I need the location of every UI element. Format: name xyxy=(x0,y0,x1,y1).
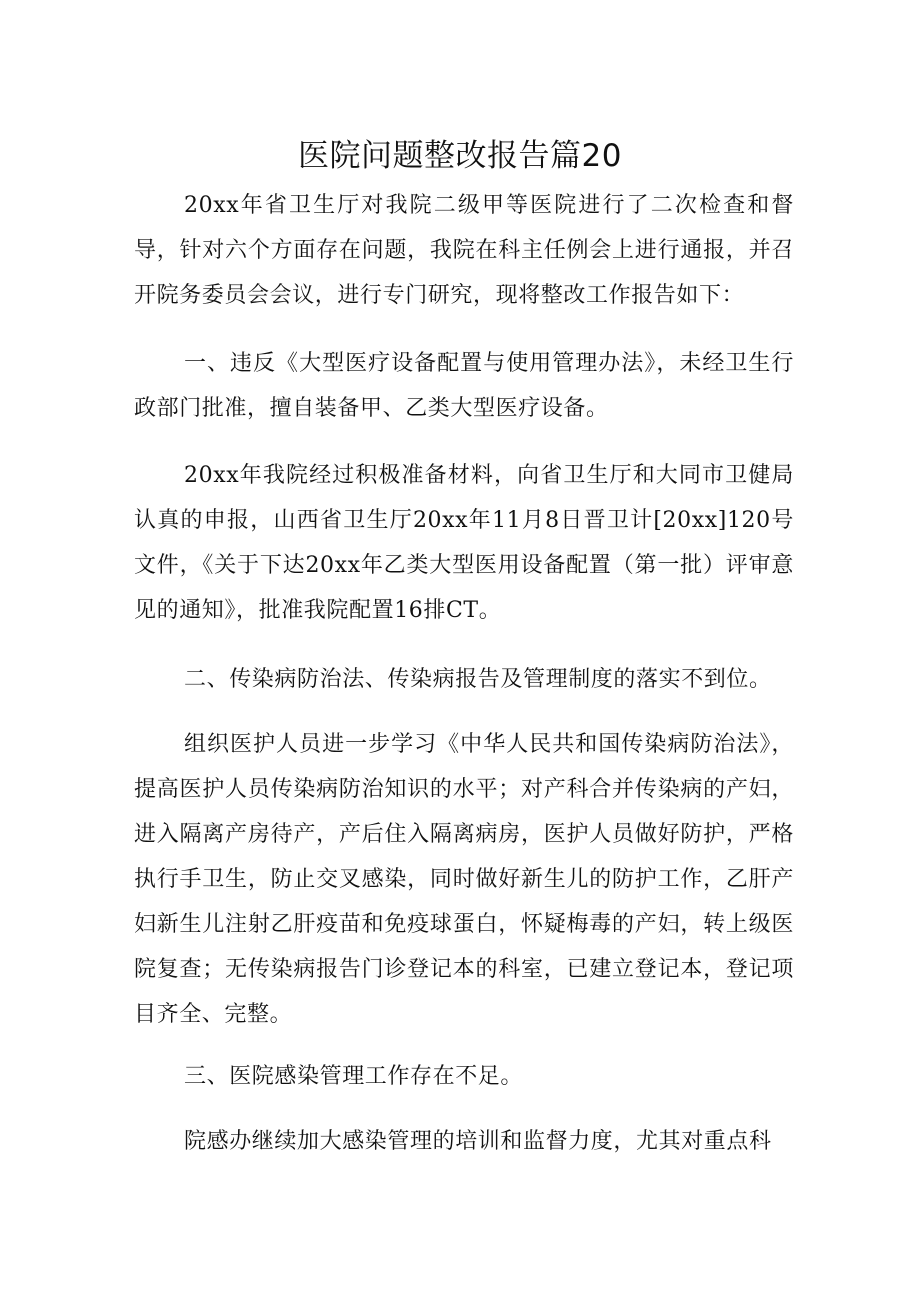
paragraph-issue-1-heading: 一、违反《大型医疗设备配置与使用管理办法》，未经卫生行政部门批准，擅自装备甲、乙类大型医疗设备。 xyxy=(134,351,794,421)
page-title: 医院问题整改报告篇20 xyxy=(298,138,622,174)
paragraph-issue-1-response: 20xx年我院经过积极准备材料，向省卫生厅和大同市卫健局认真的申报，山西省卫生厅20xx年11月8日晋卫计[20xx]120号文件，《关于下达20xx年乙类大型医用设备配置（第一批）评审意见的通知》，批准我院配置16排CT。 xyxy=(134,463,794,623)
paragraph-issue-3-response: 院感办继续加大感染管理的培训和监督力度，尤其对重点科 xyxy=(184,1129,772,1154)
paragraph-issue-3-heading: 三、医院感染管理工作存在不足。 xyxy=(184,1064,524,1089)
paragraph-issue-2-heading: 二、传染病防治法、传染病报告及管理制度的落实不到位。 xyxy=(184,667,772,692)
paragraph-issue-2-response: 组织医护人员进一步学习《中华人民共和国传染病防治法》，提高医护人员传染病防治知识的水平；对产科合并传染病的产妇，进入隔离产房待产，产后住入隔离病房，医护人员做好防护，严格执行手卫生，防止交叉感染，同时做好新生儿的防护工作，乙肝产妇新生儿注射乙肝疫苗和免疫球蛋白，怀疑梅毒的产妇，转上级医院复查；无传染病报告门诊登记本的科室，已建立登记本，登记项目齐全、完整。 xyxy=(134,732,794,1027)
paragraph-intro: 20xx年省卫生厅对我院二级甲等医院进行了二次检查和督导，针对六个方面存在问题，我院在科主任例会上进行通报，并召开院务委员会会议，进行专门研究，现将整改工作报告如下： xyxy=(134,193,794,308)
